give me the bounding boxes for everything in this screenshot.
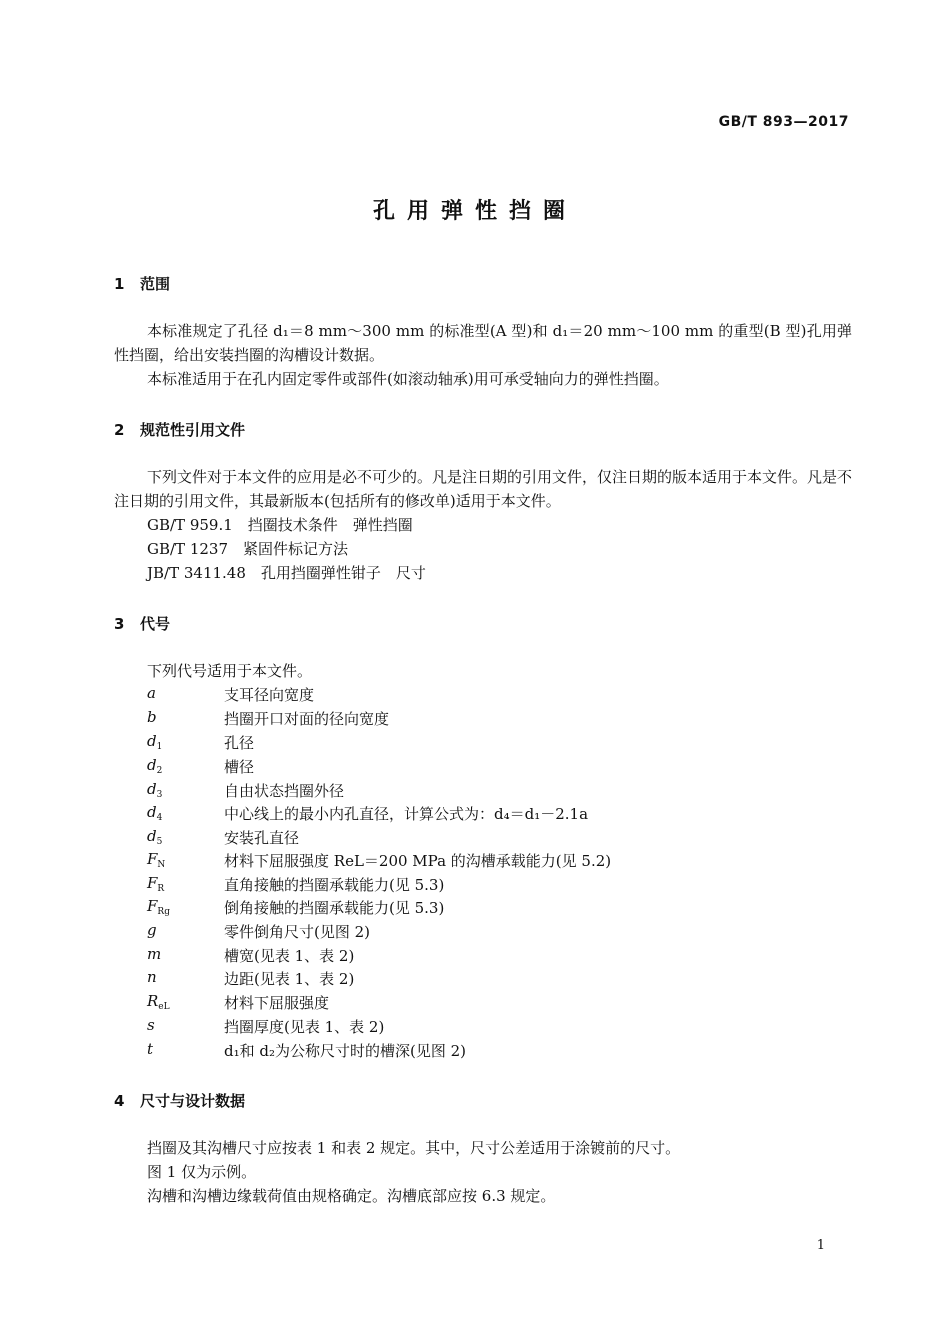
symbol: t (147, 1040, 154, 1058)
reference-item: GB/T 1237 紧固件标记方法 (147, 540, 349, 558)
paragraph: 下列文件对于本文件的应用是必不可少的。凡是注日期的引用文件，仅注日期的版本适用于本文件。凡是不注日期的引用文件，其最新版本(包括所有的修改单)适用于本文件。 (114, 468, 853, 510)
section-number: 3 (114, 615, 125, 633)
symbol: $F_R$ (147, 874, 165, 894)
standard-code: GB/T 893—2017 (718, 114, 849, 130)
paragraph-line: 挡圈及其沟槽尺寸应按表 1 和表 2 规定。其中，尺寸公差适用于涂镀前的尺寸。 (147, 1139, 681, 1157)
section-4-heading (114, 1090, 245, 1111)
symbol: $d_1$ (147, 732, 163, 752)
paragraph: 本标准适用于在孔内固定零件或部件(如滚动轴承)用可承受轴向力的弹性挡圈。 (147, 370, 669, 388)
reference-item: JB/T 3411.48 孔用挡圈弹性钳子 尺寸 (147, 564, 426, 582)
symbol: $d_2$ (147, 756, 163, 776)
section-2-heading (114, 419, 245, 440)
symbol: $F_{Rg}$ (147, 897, 170, 917)
section-number: 2 (114, 421, 125, 439)
symbol: n (147, 968, 157, 986)
symbol-definition: 安装孔直径 (224, 829, 300, 847)
symbol: g (147, 921, 157, 939)
symbol: $d_5$ (147, 827, 163, 847)
symbol: m (147, 945, 162, 963)
symbols-intro: 下列代号适用于本文件。 (147, 662, 313, 680)
section-3-heading (114, 613, 170, 634)
symbol-definition: 零件倒角尺寸(见图 2) (224, 923, 371, 941)
symbol-definition: 支耳径向宽度 (224, 686, 315, 704)
symbol: $R_{eL}$ (147, 992, 170, 1012)
symbol: $d_4$ (147, 803, 163, 823)
section-title: 范围 (140, 275, 171, 293)
section-number: 4 (114, 1092, 125, 1110)
section-title: 尺寸与设计数据 (140, 1092, 246, 1110)
symbol: s (147, 1016, 155, 1034)
document-title: 孔用弹性挡圈 (372, 199, 577, 224)
section-title: 代号 (140, 615, 171, 633)
section-title: 规范性引用文件 (140, 421, 246, 439)
symbol-definition: 边距(见表 1、表 2) (224, 970, 355, 988)
symbol: $d_3$ (147, 780, 163, 800)
section-number: 1 (114, 275, 125, 293)
symbol-definition: 材料下屈服强度 ReL＝200 MPa 的沟槽承载能力(见 5.2) (224, 852, 612, 870)
page-number: 1 (816, 1238, 825, 1253)
symbol-definition: 槽径 (224, 758, 255, 776)
symbol-definition: 中心线上的最小内孔直径，计算公式为：d₄＝d₁－2.1a (224, 805, 589, 823)
paragraph-line: 沟槽和沟槽边缘载荷值由规格确定。沟槽底部应按 6.3 规定。 (147, 1187, 556, 1205)
paragraph: 本标准规定了孔径 d₁＝8 mm～300 mm 的标准型(A 型)和 d₁＝20 mm～100 mm 的重型(B 型)孔用弹性挡圈，给出安装挡圈的沟槽设计数据。 (114, 322, 852, 364)
symbol: $F_N$ (147, 850, 166, 870)
symbol-definition: 孔径 (224, 734, 255, 752)
section-2-body (114, 465, 852, 513)
symbol-definition: d₁和 d₂为公称尺寸时的槽深(见图 2) (224, 1042, 467, 1060)
symbol-definition: 挡圈开口对面的径向宽度 (224, 710, 390, 728)
symbol-definition: 倒角接触的挡圈承载能力(见 5.3) (224, 899, 445, 917)
section-1-heading (114, 273, 170, 294)
reference-item: GB/T 959.1 挡圈技术条件 弹性挡圈 (147, 516, 413, 534)
symbol: b (147, 708, 157, 726)
symbol-definition: 槽宽(见表 1、表 2) (224, 947, 355, 965)
paragraph-line: 图 1 仅为示例。 (147, 1163, 257, 1181)
symbol-definition: 挡圈厚度(见表 1、表 2) (224, 1018, 385, 1036)
symbol-definition: 自由状态挡圈外径 (224, 782, 345, 800)
symbol: a (147, 684, 156, 702)
symbol-definition: 直角接触的挡圈承载能力(见 5.3) (224, 876, 445, 894)
section-1-body (114, 319, 852, 391)
symbol-definition: 材料下屈服强度 (224, 994, 330, 1012)
